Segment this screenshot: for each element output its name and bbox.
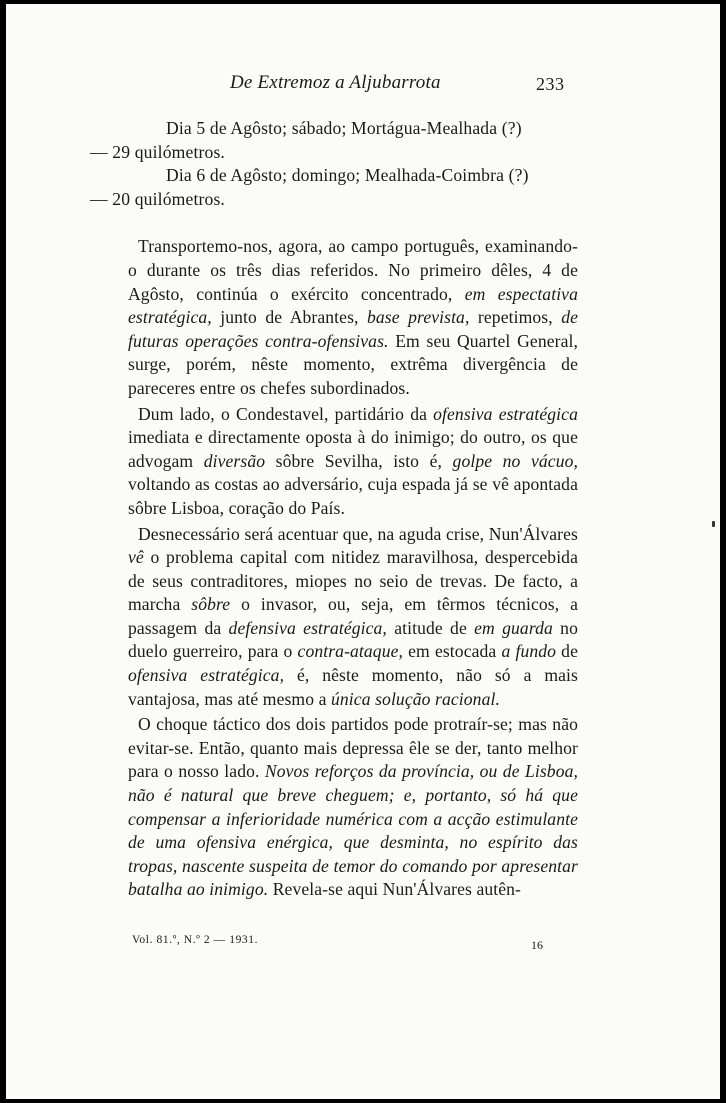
text-run: Em seu Quartel General, surge, porém, nêste momento, extrêma divergência de pareceres entre os chefes subordinados.	[128, 330, 578, 398]
itinerary-list	[90, 117, 578, 211]
itinerary-day: Dia 5 de Agôsto; sábado; Mortágua-Mealhada (?)	[166, 118, 522, 138]
text-run: em estocada	[403, 641, 502, 662]
text-run: Dum lado, o Condestavel, partidário da	[138, 403, 434, 424]
italic-run: em espectativa estratégica,	[128, 283, 578, 328]
text-run: no duelo guerreiro, para o	[128, 617, 578, 662]
page-body	[90, 117, 578, 904]
text-run: Desnecessário será acentuar que, na aguda crise, Nun'Álvares	[138, 523, 578, 544]
paragraph	[128, 235, 578, 400]
text-run: repetimos,	[469, 307, 562, 328]
italic-run: diversão	[203, 450, 266, 471]
margin-speck	[712, 521, 715, 527]
italic-run: Novos reforços da província, ou de Lisboa, não é natural que breve cheguem; e, portanto, só há que compensar a inferioridade numérica com a acção estimulante de uma ofensiva enérgica, que desminta, no espírito das tropas, nascente suspeita de temor do comando por apresentar batalha ao inimigo.	[128, 761, 578, 900]
itinerary-entry	[90, 117, 578, 164]
italic-run: defensiva estratégica,	[228, 617, 387, 638]
text-run: Revela-se aqui Nun'Álvares autên-	[268, 879, 522, 900]
italic-run: sôbre	[191, 594, 231, 615]
italic-run: vê	[128, 547, 144, 568]
itinerary-distance: — 20 quilómetros.	[90, 188, 225, 209]
text-run: sôbre Sevilha, isto é,	[265, 450, 453, 471]
text-run: atitude de	[386, 617, 475, 638]
italic-run: única solução racional.	[331, 688, 500, 709]
itinerary-distance: — 29 quilómetros.	[90, 141, 225, 162]
italic-run: golpe no vácuo,	[452, 450, 578, 471]
text-run: o invasor, ou, seja, em têrmos técnicos, a passagem da	[128, 594, 578, 638]
body-text	[128, 235, 578, 902]
volume-line: Vol. 81.º, N.º 2 — 1931.	[132, 934, 259, 946]
page-header	[6, 72, 720, 102]
italic-run: ofensiva estratégica	[433, 403, 578, 424]
page-number: 233	[536, 74, 565, 94]
text-run: O choque táctico dos dois partidos pode protraír-se; mas não evitar-se. Então, quanto mais depressa êle se der, tanto melhor para o nosso lado.	[128, 714, 578, 782]
signature-mark: 16	[531, 938, 543, 952]
italic-run: de futuras operações contra-ofensivas.	[128, 307, 578, 351]
text-run: Transportemo-nos, agora, ao campo português, examinando-o durante os três dias referidos. No primeiro dêles, 4 de Agôsto, continúa o exército concentrado,	[128, 236, 578, 304]
text-run: é, nêste momento, não só a mais vantajosa, mas até mesmo a	[128, 665, 578, 709]
text-run: voltando as costas ao adversário, cuja espada já se vê apontada sôbre Lisboa, coração do País.	[128, 474, 578, 518]
text-run: imediata e directamente oposta à do inimigo; do outro, os que advogam	[128, 427, 578, 471]
paragraph	[128, 403, 578, 521]
italic-run: base prevista,	[367, 307, 470, 328]
text-run: junto de Abrantes,	[211, 307, 367, 328]
itinerary-day: Dia 6 de Agôsto; domingo; Mealhada-Coimbra (?)	[166, 165, 529, 186]
italic-run: ofensiva estratégica,	[128, 665, 285, 686]
italic-run: contra-ataque,	[297, 641, 404, 662]
page-footer	[6, 934, 720, 958]
paragraph	[128, 713, 578, 902]
text-run: de	[556, 641, 578, 662]
text-run: o problema capital com nitidez maravilhosa, despercebida de seus contraditores, miopes no seio de trevas. De facto, a marcha	[128, 547, 578, 615]
book-page	[6, 4, 720, 1099]
italic-run: a fundo	[501, 641, 557, 662]
itinerary-entry	[90, 164, 578, 211]
running-title: De Extremoz a Aljubarrota	[230, 72, 441, 93]
italic-run: em guarda	[474, 617, 553, 638]
paragraph	[128, 523, 578, 712]
